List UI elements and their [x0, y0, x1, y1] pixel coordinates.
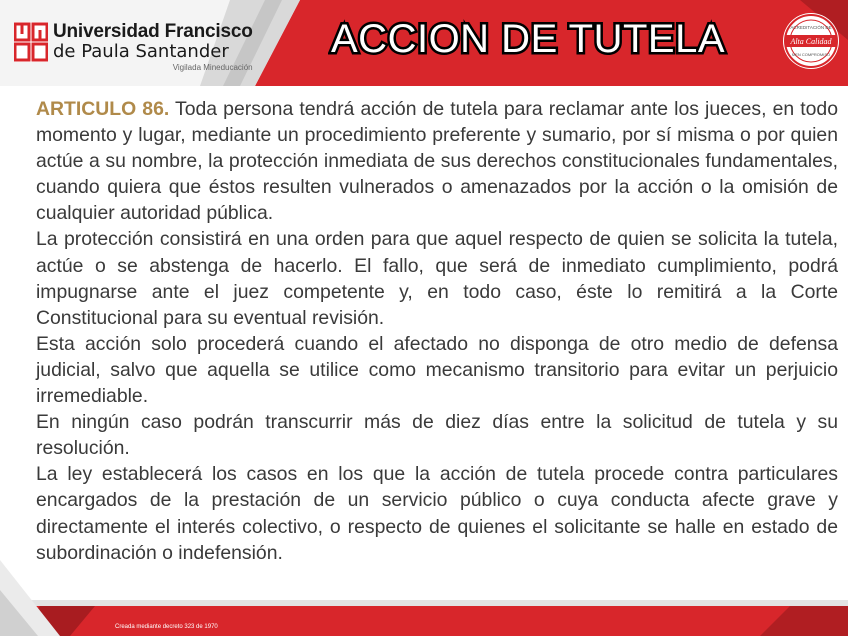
university-name-block: [53, 22, 253, 73]
accreditation-seal-icon: [782, 12, 840, 70]
article-label: ARTICULO 86.: [36, 98, 170, 120]
paragraph-3: Esta acción solo procederá cuando el afectado no disponga de otro medio de defensa judicial, salvo que aquella se utilice como mecanismo transitorio para evitar un perjuicio irremediable.: [36, 332, 838, 408]
seal-bottom-text: MEN COMPROMISO: [791, 52, 831, 57]
university-subtitle: Vigilada Mineducación: [172, 63, 253, 72]
university-name-line1: Universidad Francisco: [53, 21, 253, 42]
seal-middle-text: Alta Calidad: [790, 37, 832, 46]
paragraph-1-text: Toda persona tendrá acción de tutela para reclamar ante los jueces, en todo momento y lugar, mediante un procedimiento preferente y sumario, por sí misma o por quien actúe a su nombre, la protección inmediata de sus derechos constitucionales fundamentales, cuando quiera que éstos resulten vulnerados o amenazados por la acción o la omisión de cualquier autoridad pública.: [36, 98, 839, 225]
seal-top-text: ACREDITACIÓN DE: [790, 25, 832, 30]
slide-title-text: ACCION DE TUTELA: [331, 17, 725, 61]
paragraph-1: [36, 96, 838, 226]
paragraph-5: La ley establecerá los casos en los que la acción de tutela procede contra particulares encargados de la prestación de un servicio público o cuya conducta afecte grave y directamente el interés colectivo, o respecto de quienes el solicitante se halle en estado de subordinación o indefensión.: [36, 463, 838, 564]
paragraph-2: La protección consistirá en una orden para que aquel respecto de quien se solicita la tutela, actúe o se abstenga de hacerlo. El fallo, que será de inmediato cumplimiento, podrá impugnarse ante el juez competente y, en todo caso, éste lo remitirá a la Corte Constitucional para su eventual revisión.: [36, 228, 838, 329]
university-logo[interactable]: [14, 22, 253, 73]
paragraph-4: En ningún caso podrán transcurrir más de diez días entre la solicitud de tutela y su resolución.: [36, 411, 838, 460]
slide-title: [328, 8, 728, 64]
university-name-line2: de Paula Santander: [53, 41, 229, 62]
article-content: [36, 96, 838, 566]
footer-note: Creada mediante decreto 323 de 1970: [115, 624, 218, 630]
ufps-emblem-icon: [14, 22, 48, 62]
